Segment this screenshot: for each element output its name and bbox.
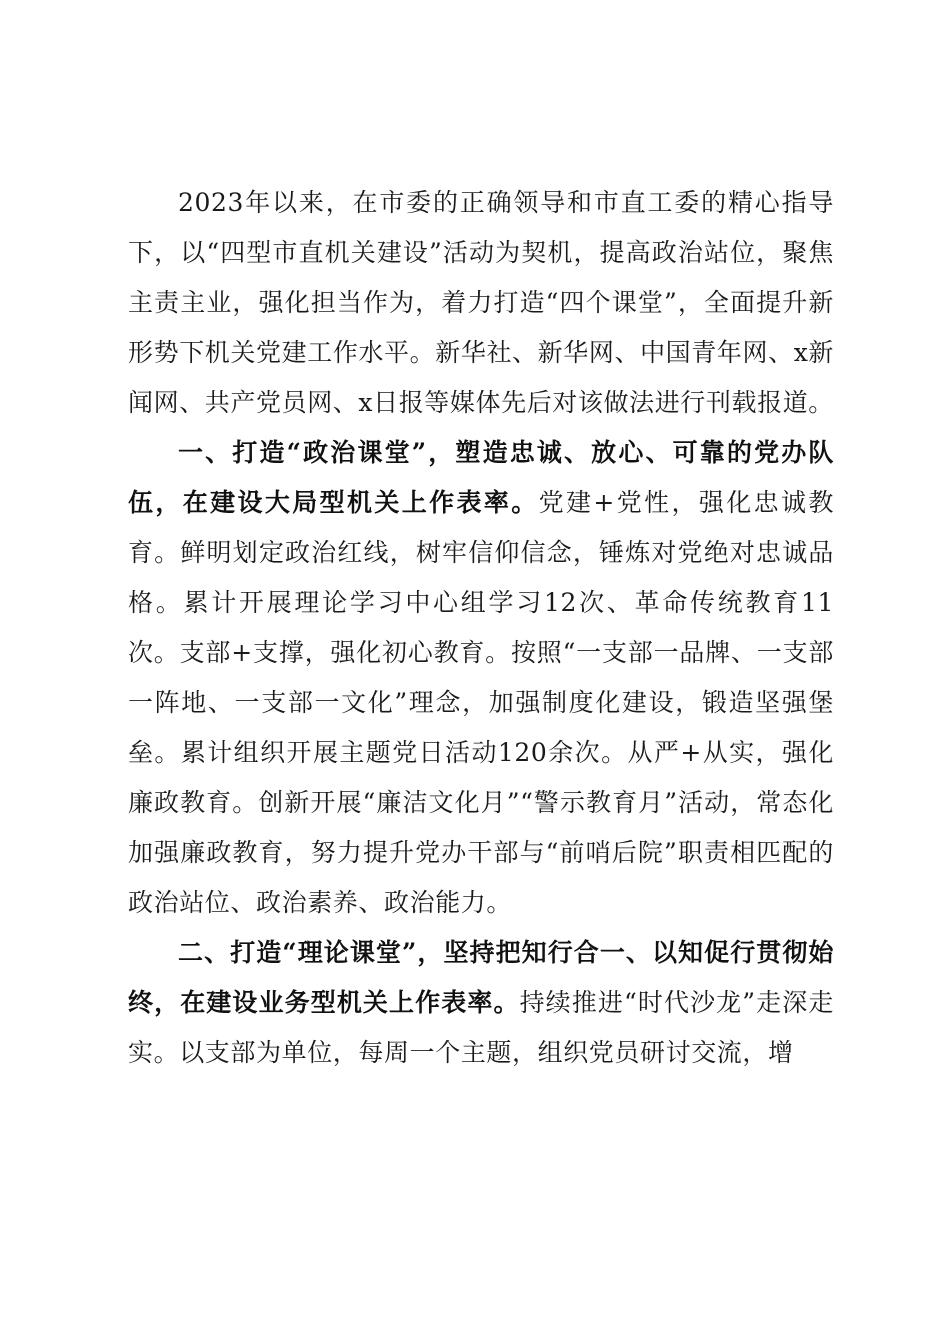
intro-text: 2023年以来，在市委的正确领导和市直工委的精心指导下，以“四型市直机关建设”活动为契机，提高政治站位，聚焦主责主业，强化担当作为，着力打造“四个课堂”，全面提升新形势下机关党建工作水平。新华社、新华网、中国青年网、x新闻网、共产党员网、x日报等媒体先后对该做法进行刊载报道。 [128, 188, 834, 417]
section-two-heading: 二、打造“理论课堂”，坚持把知行合一、以知促行贯彻始终，在建设业务型机关上作表率。 [128, 938, 834, 1017]
section-one-paragraph [128, 428, 834, 928]
section-two-text: 持续推进“时代沙龙”走深走实。以支部为单位，每周一个主题，组织党员研讨交流，增 [128, 988, 834, 1067]
document-body [128, 178, 834, 1078]
section-one-heading: 一、打造“政治课堂”，塑造忠诚、放心、可靠的党办队伍，在建设大局型机关上作表率。 [128, 438, 834, 517]
intro-paragraph [128, 178, 834, 428]
section-one-text: 党建+党性，强化忠诚教育。鲜明划定政治红线，树牢信仰信念，锤炼对党绝对忠诚品格。累计开展理论学习中心组学习12次、革命传统教育11次。支部+支撑，强化初心教育。按照“一支部一品牌、一支部一阵地、一支部一文化”理念，加强制度化建设，锻造坚强堡垒。累计组织开展主题党日活动120余次。从严+从实，强化廉政教育。创新开展“廉洁文化月”“警示教育月”活动，常态化加强廉政教育，努力提升党办干部与“前哨后院”职责相匹配的政治站位、政治素养、政治能力。 [128, 488, 834, 917]
section-two-paragraph [128, 928, 834, 1078]
